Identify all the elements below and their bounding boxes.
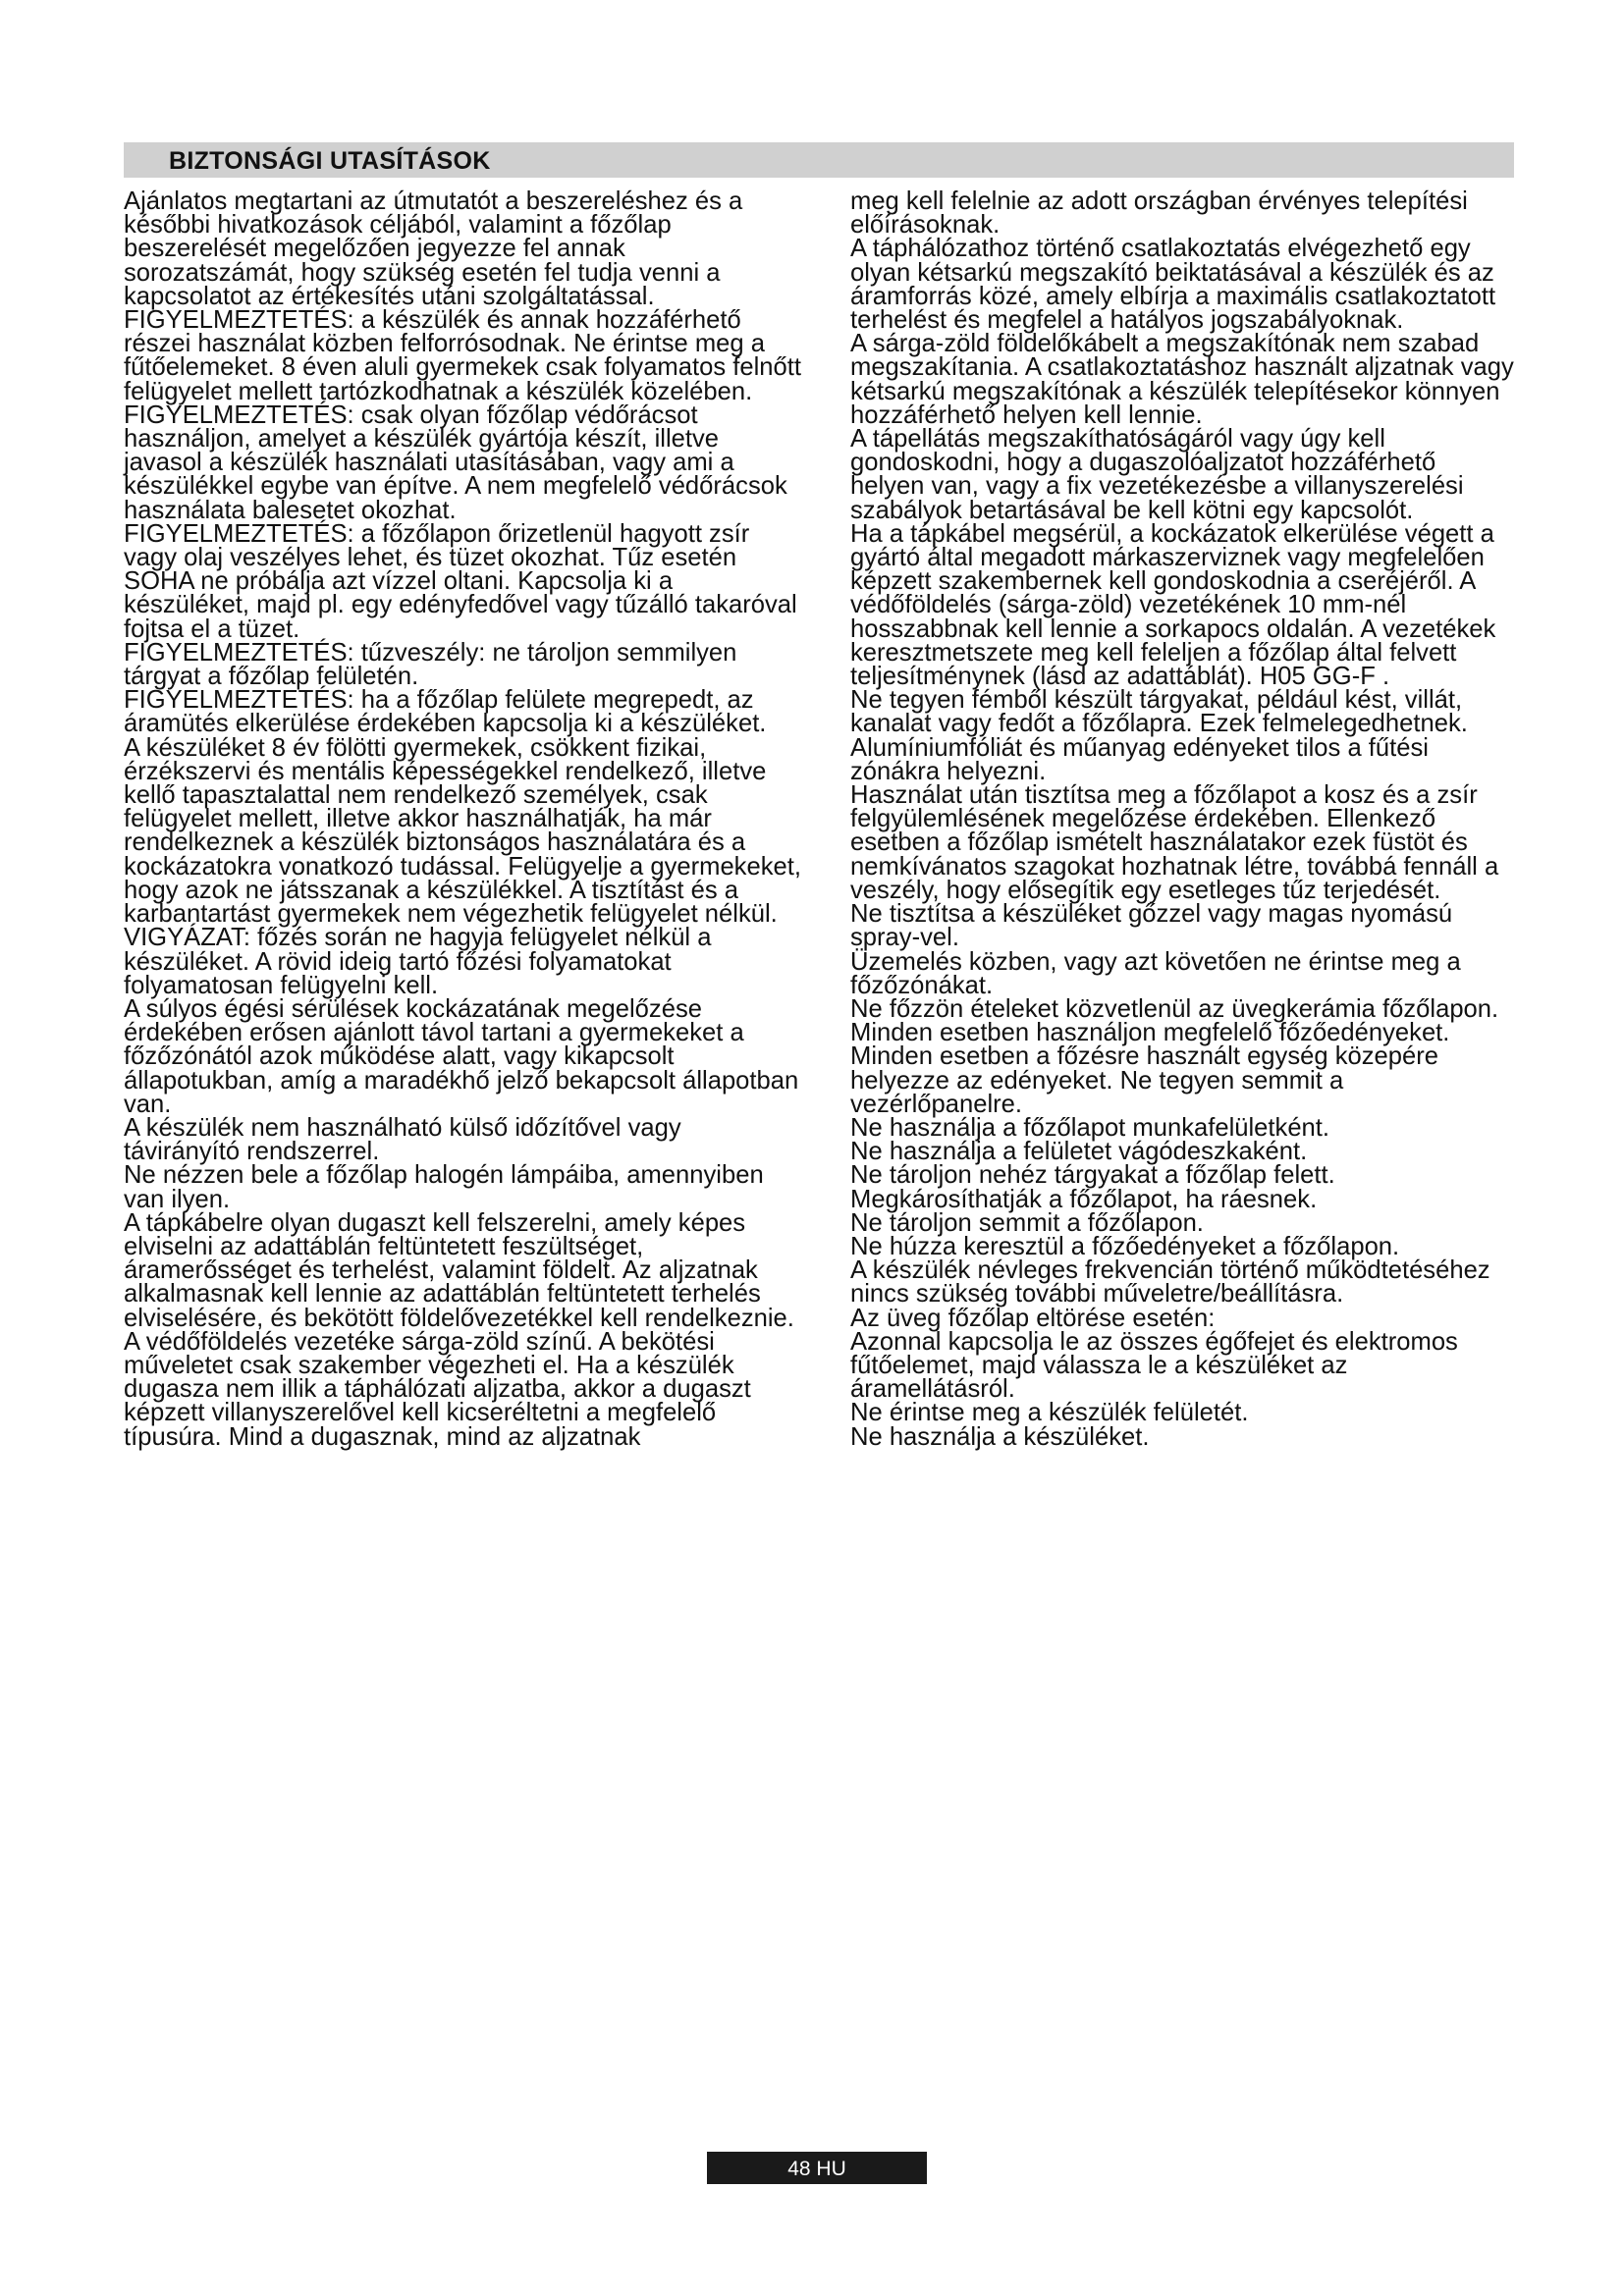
paragraph: FIGYELMEZTETÉS: a készülék és annak hozzáférhető részei használat közben felforrósodnak. Ne érintse meg a fűtőelemeket. 8 éven aluli gyermekek csak folyamatos felnőtt felügyelet mellett tartózkodhatnak a készülék közelében. (124, 306, 801, 405)
paragraph: VIGYÁZAT: főzés során ne hagyja felügyelet nélkül a készüléket. A rövid ideig tartó főzési folyamatokat folyamatosan felügyelni kell. (124, 924, 712, 999)
paragraph: Ne használja a főzőlapot munkafelületként. (850, 1113, 1330, 1142)
paragraph: Azonnal kapcsolja le az összes égőfejet és elektromos fűtőelemet, majd válassza le a készüléket az áramellátásról. (850, 1327, 1458, 1404)
paragraph: Ne használja a készüléket. (850, 1422, 1150, 1451)
paragraph: meg kell felelnie az adott országban érvényes telepítési előírásoknak. (850, 187, 1468, 240)
paragraph: Minden esetben a főzésre használt egység közepére helyezze az edényeket. Ne tegyen semmit a vezérlőpanelre. (850, 1042, 1438, 1118)
paragraph: A készülék névleges frekvencián történő működtetéséhez nincs szükség további műveletre/beállításra. (850, 1256, 1490, 1308)
paragraph: Az üveg főzőlap eltörése esetén: (850, 1304, 1216, 1332)
paragraph: A táphálózathoz történő csatlakoztatás elvégezhető egy olyan kétsarkú megszakító beiktatásával a készülék és az áramforrás közé, amely elbírja a maximális csatlakoztatott terhelést és megfelel a hatályos jogszabályoknak. (850, 235, 1496, 335)
paragraph: A súlyos égési sérülések kockázatának megelőzése érdekében erősen ajánlott távol tartani a gyermekeket a főzőzónától azok működése alatt, vagy kikapcsolt állapotukban, amíg a maradékhő jelző bekapcsolt állapotban van. (124, 994, 799, 1118)
paragraph: Ne főzzön ételeket közvetlenül az üvegkerámia főzőlapon. (850, 994, 1499, 1023)
section-title: BIZTONSÁGI UTASÍTÁSOK (169, 147, 491, 175)
paragraph: A készüléket 8 év fölötti gyermekek, csökkent fizikai, érzékszervi és mentális képességekkel rendelkező, illetve kellő tapasztalattal nem rendelkező személyek, csak felügyelet mellett, illetve akkor használhatják, ha már rendelkeznek a készülék biztonságos használatára és a kockázatokra vonatkozó tudással. Felügyelje a gyermekeket, hogy azok ne játsszanak a készülékkel. A tisztítást és a karbantartást gyermekek nem végezhetik felügyelet nélkül. (124, 733, 801, 929)
paragraph: A tápkábelre olyan dugaszt kell felszerelni, amely képes elviselni az adattáblán feltüntetett feszültséget, áramerősséget és terhelést, valamint földelt. Az aljzatnak alkalmasnak kell lennie az adattáblán feltüntetett terhelés elviselésére, és bekötött földelővezetékkel kell rendelkeznie. A védőföldelés vezetéke sárga-zöld színű. A bekötési műveletet csak szakember végezheti el. Ha a készülék dugasza nem illik a táphálózati aljzatba, akkor a dugaszt képzett villanyszerelővel kell kicseréltetni a megfelelő típusúra. Mind a dugasznak, mind az aljzatnak (124, 1208, 794, 1451)
paragraph: Ne használja a felületet vágódeszkaként. (850, 1138, 1308, 1166)
paragraph: FIGYELMEZTETÉS: csak olyan főzőlap védőrácsot használjon, amelyet a készülék gyártója készít, illetve javasol a készülék használati utasításában, vagy ami a készülékkel egybe van építve. A nem megfelelő védőrácsok használata balesetet okozhat. (124, 400, 787, 524)
paragraph: A sárga-zöld földelőkábelt a megszakítónak nem szabad megszakítania. A csatlakoztatáshoz használt aljzatnak vagy kétsarkú megszakítónak a készülék telepítésekor könnyen hozzáférhető helyen kell lennie. (850, 330, 1514, 429)
paragraph: Ne húzza keresztül a főzőedényeket a főzőlapon. (850, 1232, 1400, 1260)
left-text-column (124, 189, 801, 1449)
section-header-bar (124, 142, 1514, 178)
paragraph: Ajánlatos megtartani az útmutatót a beszereléshez és a későbbi hivatkozások céljából, valamint a főzőlap beszerelését megelőzően jegyezze fel annak sorozatszámát, hogy szükség esetén fel tudja venni a kapcsolatot az értékesítés utáni szolgáltatással. (124, 187, 743, 310)
paragraph: Ne tisztítsa a készüléket gőzzel vagy magas nyomású spray-vel. (850, 900, 1453, 952)
paragraph: FIGYELMEZTETÉS: tűzveszély: ne tároljon semmilyen tárgyat a főzőlap felületén. (124, 638, 737, 691)
right-text-column (850, 189, 1514, 1449)
paragraph: Ne tegyen fémből készült tárgyakat, például kést, villát, kanalat vagy fedőt a főzőlapra. Ezek felmelegedhetnek. (850, 686, 1468, 738)
paragraph: FIGYELMEZTETÉS: a főzőlapon őrizetlenül hagyott zsír vagy olaj veszélyes lehet, és tüzet okozhat. Tűz esetén SOHA ne próbálja azt vízzel oltani. Kapcsolja ki a készüléket, majd pl. egy edényfedővel vagy tűzálló takaróval fojtsa el a tüzet. (124, 519, 797, 643)
paragraph: Használat után tisztítsa meg a főzőlapot a kosz és a zsír felgyülemlésének megelőzése érdekében. Ellenkező esetben a főzőlap ismételt használatakor ezek füstöt és nemkívánatos szagokat hozhatnak létre, továbbá fennáll a veszély, hogy elősegítik egy esetleges tűz terjedését. (850, 781, 1499, 904)
paragraph: Ne érintse meg a készülék felületét. (850, 1399, 1249, 1427)
paragraph: A készülék nem használható külső időzítővel vagy távirányító rendszerrel. (124, 1113, 681, 1166)
paragraph: Minden esetben használjon megfelelő főzőedényeket. (850, 1019, 1450, 1047)
paragraph: Alumíniumfóliát és műanyag edényeket tilos a fűtési zónákra helyezni. (850, 733, 1429, 785)
paragraph: A tápellátás megszakíthatóságáról vagy úgy kell gondoskodni, hogy a dugaszolóaljzatot hozzáférhető helyen van, vagy a fix vezetékezésbe a villanyszerelési szabályok betartásával be kell kötni egy kapcsolót. (850, 425, 1464, 524)
paragraph: Ne nézzen bele a főzőlap halogén lámpáiba, amennyiben van ilyen. (124, 1161, 764, 1213)
paragraph: Ne tároljon semmit a főzőlapon. (850, 1208, 1204, 1237)
page-number: 48 HU (787, 2158, 846, 2180)
paragraph: Ne tároljon nehéz tárgyakat a főzőlap felett. Megkárosíthatják a főzőlapot, ha ráesnek. (850, 1161, 1335, 1213)
paragraph: FIGYELMEZTETÉS: ha a főzőlap felülete megrepedt, az áramütés elkerülése érdekében kapcsolja ki a készüléket. (124, 686, 767, 738)
page-number-box (707, 2152, 927, 2184)
paragraph: Ha a tápkábel megsérül, a kockázatok elkerülése végett a gyártó által megadott márkaszerviznek vagy megfelelően képzett szakembernek kell gondoskodnia a cseréjéről. A védőföldelés (sárga-zöld) vezetékének 10 mm-nél hosszabbnak kell lennie a sorkapocs oldalán. A vezetékek keresztmetszete meg kell feleljen a főzőlap által felvett teljesítménynek (lásd az adattáblát). H05 GG-F . (850, 519, 1496, 691)
paragraph: Üzemelés közben, vagy azt követően ne érintse meg a főzőzónákat. (850, 947, 1461, 999)
